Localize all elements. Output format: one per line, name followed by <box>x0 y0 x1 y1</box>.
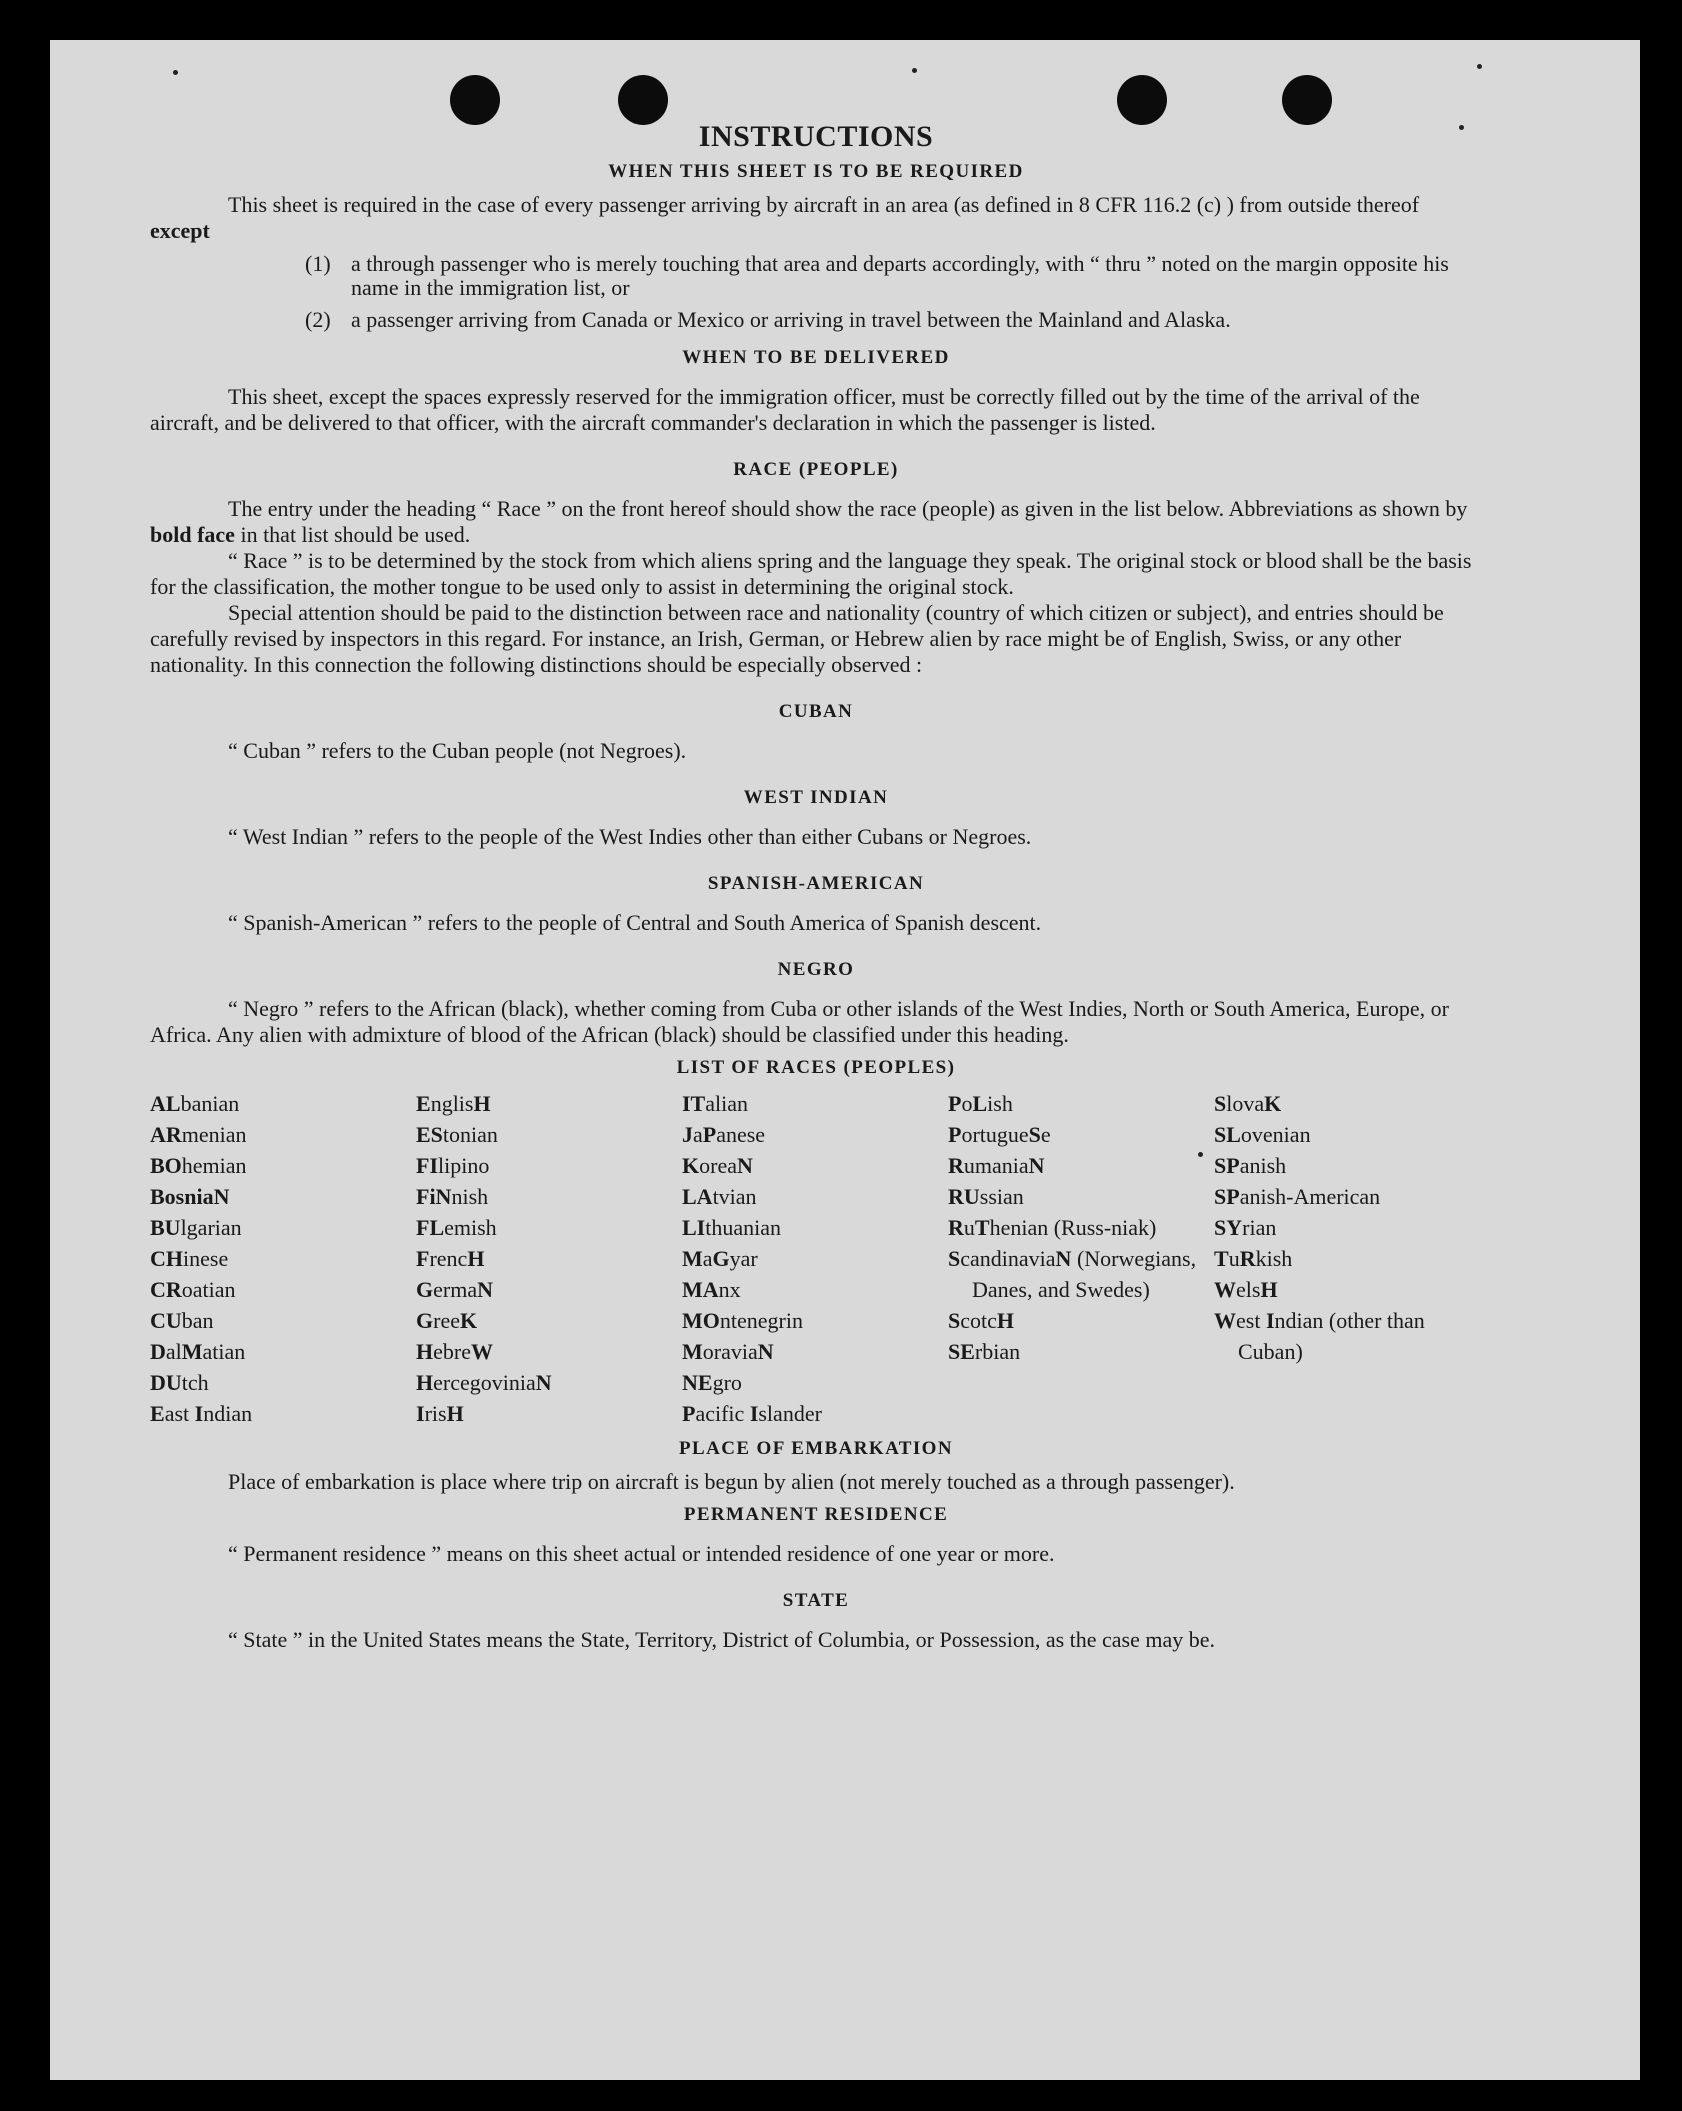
race-paragraph-3: Special attention should be paid to the distinction between race and nationality (country of which citizen or subject), and entries should be carefully revised by inspectors in this regard. For instance, an Irish, German, or Hebrew alien by race might be of English, Swiss, or any other nationality. In this connection the following distinctions should be especially observed : <box>150 600 1444 677</box>
race-entry: ScotcH <box>948 1308 1015 1333</box>
residence-text: “ Permanent residence ” means on this sheet actual or intended residence of one year or more. <box>228 1541 1055 1566</box>
race-entry: LIthuanian <box>682 1215 782 1240</box>
race-entry: ITalian <box>682 1091 749 1116</box>
race-paragraph-1 <box>150 496 1482 548</box>
exception-number: (1) <box>305 251 331 276</box>
race-entry: SPanish-American <box>1214 1184 1381 1209</box>
race-entry: FLemish <box>416 1215 497 1240</box>
race-entry: MOntenegrin <box>682 1308 803 1333</box>
race-entry: MaGyar <box>682 1246 758 1271</box>
when-required-intro <box>150 192 1482 244</box>
race-entry: LAtvian <box>682 1184 757 1209</box>
speck <box>173 70 178 75</box>
state-text: “ State ” in the United States means the State, Territory, District of Columbia, or Possession, as the case may be. <box>228 1627 1216 1652</box>
race-entry: BUlgarian <box>150 1215 242 1240</box>
instructions-content <box>150 118 1482 1653</box>
race-entry: PortugueSe <box>948 1122 1051 1147</box>
race-entry: IrisH <box>416 1401 464 1426</box>
race-entry: DalMatian <box>150 1339 246 1364</box>
race-entry: Pacific Islander <box>682 1401 822 1426</box>
speck <box>912 68 917 73</box>
exception-text: a through passenger who is merely touching that area and departs accordingly, with “ thru ” noted on the margin opposite his name in the immigration list, or <box>351 251 1449 300</box>
race-entry: HebreW <box>416 1339 493 1364</box>
race-entry: SPanish <box>1214 1153 1287 1178</box>
exception-number: (2) <box>305 307 331 332</box>
race-entry: HercegoviniaN <box>416 1370 552 1395</box>
race-paragraph-2: “ Race ” is to be determined by the stock from which aliens spring and the language they speak. The original stock or blood shall be the basis for the classification, the mother tongue to be used only to assist in determining the original stock. <box>150 548 1472 599</box>
cuban-heading: CUBAN <box>778 701 854 722</box>
race-entry: RuThenian (Russ-niak) <box>948 1215 1157 1240</box>
race-entry: FIlipino <box>416 1153 490 1178</box>
race-entry: PoLish <box>948 1091 1013 1116</box>
race-entry: ALbanian <box>150 1091 240 1116</box>
race-entry: JaPanese <box>682 1122 766 1147</box>
race-entry: FiNnish <box>416 1184 489 1209</box>
race-entry: RUssian <box>948 1184 1024 1209</box>
when-required-heading: WHEN THIS SHEET IS TO BE REQUIRED <box>608 161 1024 182</box>
exception-item <box>305 252 1482 300</box>
race-entry: CRoatian <box>150 1277 236 1302</box>
race-entry: GreeK <box>416 1308 478 1333</box>
intro-text: This sheet is required in the case of every passenger arriving by aircraft in an area (as defined in 8 CFR 116.2 (c) ) from outside thereof <box>228 192 1420 217</box>
race-entry: WelsH <box>1214 1277 1278 1302</box>
page-title: INSTRUCTIONS <box>698 120 934 153</box>
race-entry: KoreaN <box>682 1153 753 1178</box>
races-column <box>150 1088 416 1429</box>
races-column <box>416 1088 682 1429</box>
intro-except: except <box>150 218 210 243</box>
speck <box>1477 64 1482 69</box>
race-entry: BOhemian <box>150 1153 247 1178</box>
race-entry: ScandinaviaN (Norwegians, Danes, and Swedes) <box>948 1246 1197 1302</box>
race-entry: BosniaN <box>150 1184 230 1209</box>
negro-text: “ Negro ” refers to the African (black), whether coming from Cuba or other islands of the West Indies, North or South America, Europe, or Africa. Any alien with admixture of blood of the African (black) should be classified under this heading. <box>150 996 1449 1047</box>
race-entry: EnglisH <box>416 1091 491 1116</box>
race-entry: SErbian <box>948 1339 1021 1364</box>
race-p1-text: The entry under the heading “ Race ” on the front hereof should show the race (people) as given in the list below. Abbreviations as shown by <box>228 496 1468 521</box>
list-of-races-heading: LIST OF RACES (PEOPLES) <box>676 1057 956 1078</box>
exception-text: a passenger arriving from Canada or Mexico or arriving in travel between the Mainland and Alaska. <box>351 307 1231 332</box>
when-delivered-heading: WHEN TO BE DELIVERED <box>682 347 950 368</box>
races-list <box>150 1088 1482 1429</box>
race-entry: SlovaK <box>1214 1091 1282 1116</box>
when-delivered-text: This sheet, except the spaces expressly reserved for the immigration officer, must be correctly filled out by the time of the arrival of the aircraft, and be delivered to that officer, with the aircraft commander's declaration in which the passenger is listed. <box>150 384 1420 435</box>
race-p1-end: in that list should be used. <box>234 522 471 547</box>
embarkation-heading: PLACE OF EMBARKATION <box>679 1438 953 1459</box>
race-entry: GermaN <box>416 1277 493 1302</box>
race-entry: West Indian (other than Cuban) <box>1214 1308 1425 1364</box>
state-heading: STATE <box>782 1590 850 1611</box>
race-heading: RACE (PEOPLE) <box>733 459 899 480</box>
races-column <box>682 1088 948 1429</box>
race-entry: CUban <box>150 1308 214 1333</box>
race-entry: ARmenian <box>150 1122 247 1147</box>
west-indian-heading: WEST INDIAN <box>743 787 889 808</box>
race-entry: MAnx <box>682 1277 741 1302</box>
negro-heading: NEGRO <box>777 959 855 980</box>
cuban-text: “ Cuban ” refers to the Cuban people (not Negroes). <box>228 738 687 763</box>
race-entry: CHinese <box>150 1246 229 1271</box>
exception-item <box>305 308 1482 332</box>
race-entry: DUtch <box>150 1370 209 1395</box>
race-entry: East Indian <box>150 1401 253 1426</box>
race-entry: FrencH <box>416 1246 485 1271</box>
race-entry: RumaniaN <box>948 1153 1045 1178</box>
west-indian-text: “ West Indian ” refers to the people of the West Indies other than either Cubans or Negroes. <box>228 824 1032 849</box>
spanish-american-text: “ Spanish-American ” refers to the people of Central and South America of Spanish descent. <box>228 910 1042 935</box>
race-entry: TuRkish <box>1214 1246 1293 1271</box>
races-column <box>1214 1088 1480 1429</box>
race-entry: EStonian <box>416 1122 498 1147</box>
spanish-american-heading: SPANISH-AMERICAN <box>707 873 925 894</box>
race-entry: MoraviaN <box>682 1339 774 1364</box>
race-p1-bold: bold face <box>150 522 235 547</box>
embarkation-text: Place of embarkation is place where trip on aircraft is begun by alien (not merely touched as a through passenger). <box>228 1469 1235 1494</box>
race-entry: SYrian <box>1214 1215 1277 1240</box>
race-entry: NEgro <box>682 1370 742 1395</box>
residence-heading: PERMANENT RESIDENCE <box>683 1504 949 1525</box>
races-column <box>948 1088 1214 1429</box>
race-entry: SLovenian <box>1214 1122 1311 1147</box>
